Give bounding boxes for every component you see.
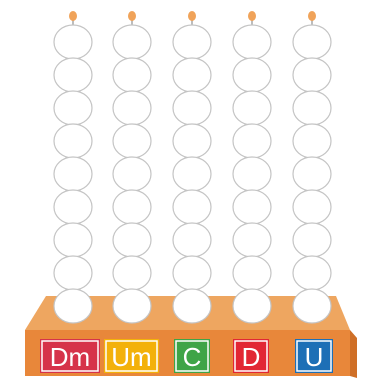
label-text: Dm [49,342,91,372]
bead[interactable] [54,289,92,323]
rod-tip [188,11,196,21]
bead[interactable] [54,58,92,92]
bead[interactable] [173,289,211,323]
bead[interactable] [233,124,271,158]
bead[interactable] [293,289,331,323]
label-u [295,339,333,373]
rod-tip [69,11,77,21]
label-text: Um [111,342,152,372]
bead[interactable] [54,25,92,59]
rod-c [173,11,211,323]
bead[interactable] [173,25,211,59]
bead[interactable] [293,223,331,257]
bead[interactable] [113,289,151,323]
bead[interactable] [54,124,92,158]
bead[interactable] [113,223,151,257]
rod-tip [128,11,136,21]
label-um [104,339,159,373]
bead[interactable] [113,124,151,158]
rod-u [293,11,331,323]
bead[interactable] [293,91,331,125]
bead[interactable] [113,256,151,290]
bead[interactable] [233,256,271,290]
bead[interactable] [173,91,211,125]
label-dm [40,339,100,373]
label-text: U [304,342,324,372]
bead[interactable] [113,58,151,92]
base-side-face [350,330,357,378]
bead[interactable] [173,157,211,191]
bead[interactable] [173,256,211,290]
abacus-rods [54,11,331,323]
bead[interactable] [173,124,211,158]
bead[interactable] [233,91,271,125]
bead[interactable] [233,25,271,59]
bead[interactable] [113,91,151,125]
label-d [233,339,269,373]
bead[interactable] [233,223,271,257]
bead[interactable] [113,25,151,59]
bead[interactable] [54,256,92,290]
rod-um [113,11,151,323]
bead[interactable] [113,190,151,224]
bead[interactable] [173,58,211,92]
bead[interactable] [233,289,271,323]
bead[interactable] [233,58,271,92]
rod-dm [54,11,92,323]
bead[interactable] [293,124,331,158]
bead[interactable] [173,190,211,224]
bead[interactable] [54,190,92,224]
bead[interactable] [173,223,211,257]
bead[interactable] [54,157,92,191]
bead[interactable] [293,58,331,92]
bead[interactable] [293,157,331,191]
label-text: D [241,342,261,372]
bead[interactable] [54,91,92,125]
label-text: C [182,342,202,372]
bead[interactable] [293,25,331,59]
rod-tip [248,11,256,21]
bead[interactable] [233,157,271,191]
rod-tip [308,11,316,21]
bead[interactable] [54,223,92,257]
bead[interactable] [293,190,331,224]
bead[interactable] [233,190,271,224]
label-c [174,339,210,373]
bead[interactable] [113,157,151,191]
rod-d [233,11,271,323]
bead[interactable] [293,256,331,290]
